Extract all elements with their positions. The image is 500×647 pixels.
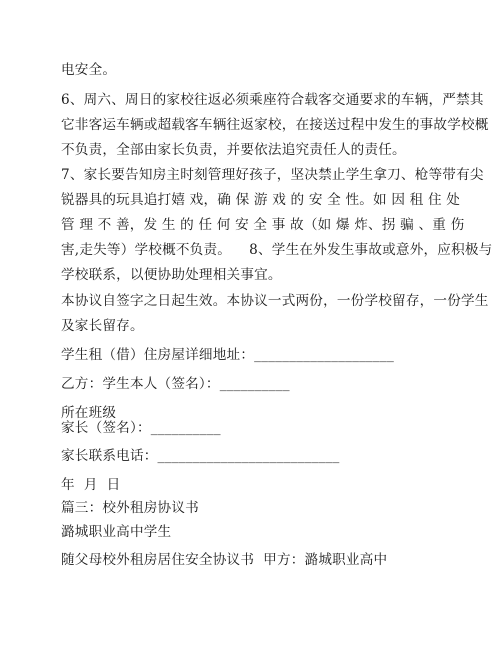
parent-signature-line: 家长（签名）：__________: [61, 420, 221, 436]
text-line: 电安全。: [61, 62, 117, 78]
text-line: 本协议自签字之日起生效。本协议一式两份，一份学校留存，一份学生: [61, 293, 489, 309]
text-line: 潞城职业高中学生: [61, 524, 172, 540]
parent-phone-line: 家长联系电话：__________________________: [61, 448, 340, 464]
text-line: 及家长留存。: [61, 318, 144, 334]
address-field-line: 学生租（借）住房屋详细地址：____________________: [61, 347, 395, 363]
text-line: 害,走失等）学校概不负责。 8、学生在外发生事故或意外，应积极与: [61, 242, 493, 258]
text-line: 学校联系，以便协助处理相关事宜。: [61, 267, 282, 283]
text-line: 7、家长要告知房主时刻管理好孩子，坚决禁止学生拿刀、枪等带有尖: [61, 167, 484, 183]
text-line: 锐器具的玩具追打嬉 戏，确 保 游 戏 的 安 全 性。如 因 租 住 处: [61, 192, 461, 208]
text-line: 它非客运车辆或超载客车辆往返家校，在接送过程中发生的事故学校概: [61, 117, 489, 133]
section-heading: 篇三：校外租房协议书: [61, 500, 199, 516]
date-line: 年 月 日: [61, 477, 121, 493]
text-line: 随父母校外租房居住安全协议书 甲方：潞城职业高中: [61, 552, 388, 568]
text-line: 6、周六、周日的家校往返必须乘座符合载客交通要求的车辆，严禁其: [61, 92, 484, 108]
text-line: 不负责，全部由家长负责，并要依法追究责任人的责任。: [61, 142, 406, 158]
class-line: 所在班级: [61, 405, 117, 421]
student-signature-line: 乙方：学生本人（签名）：__________: [61, 376, 290, 392]
text-line: 管 理 不 善，发 生 的 任 何 安 全 事 故（如 爆 炸、拐 骗 、重 伤: [61, 217, 465, 233]
